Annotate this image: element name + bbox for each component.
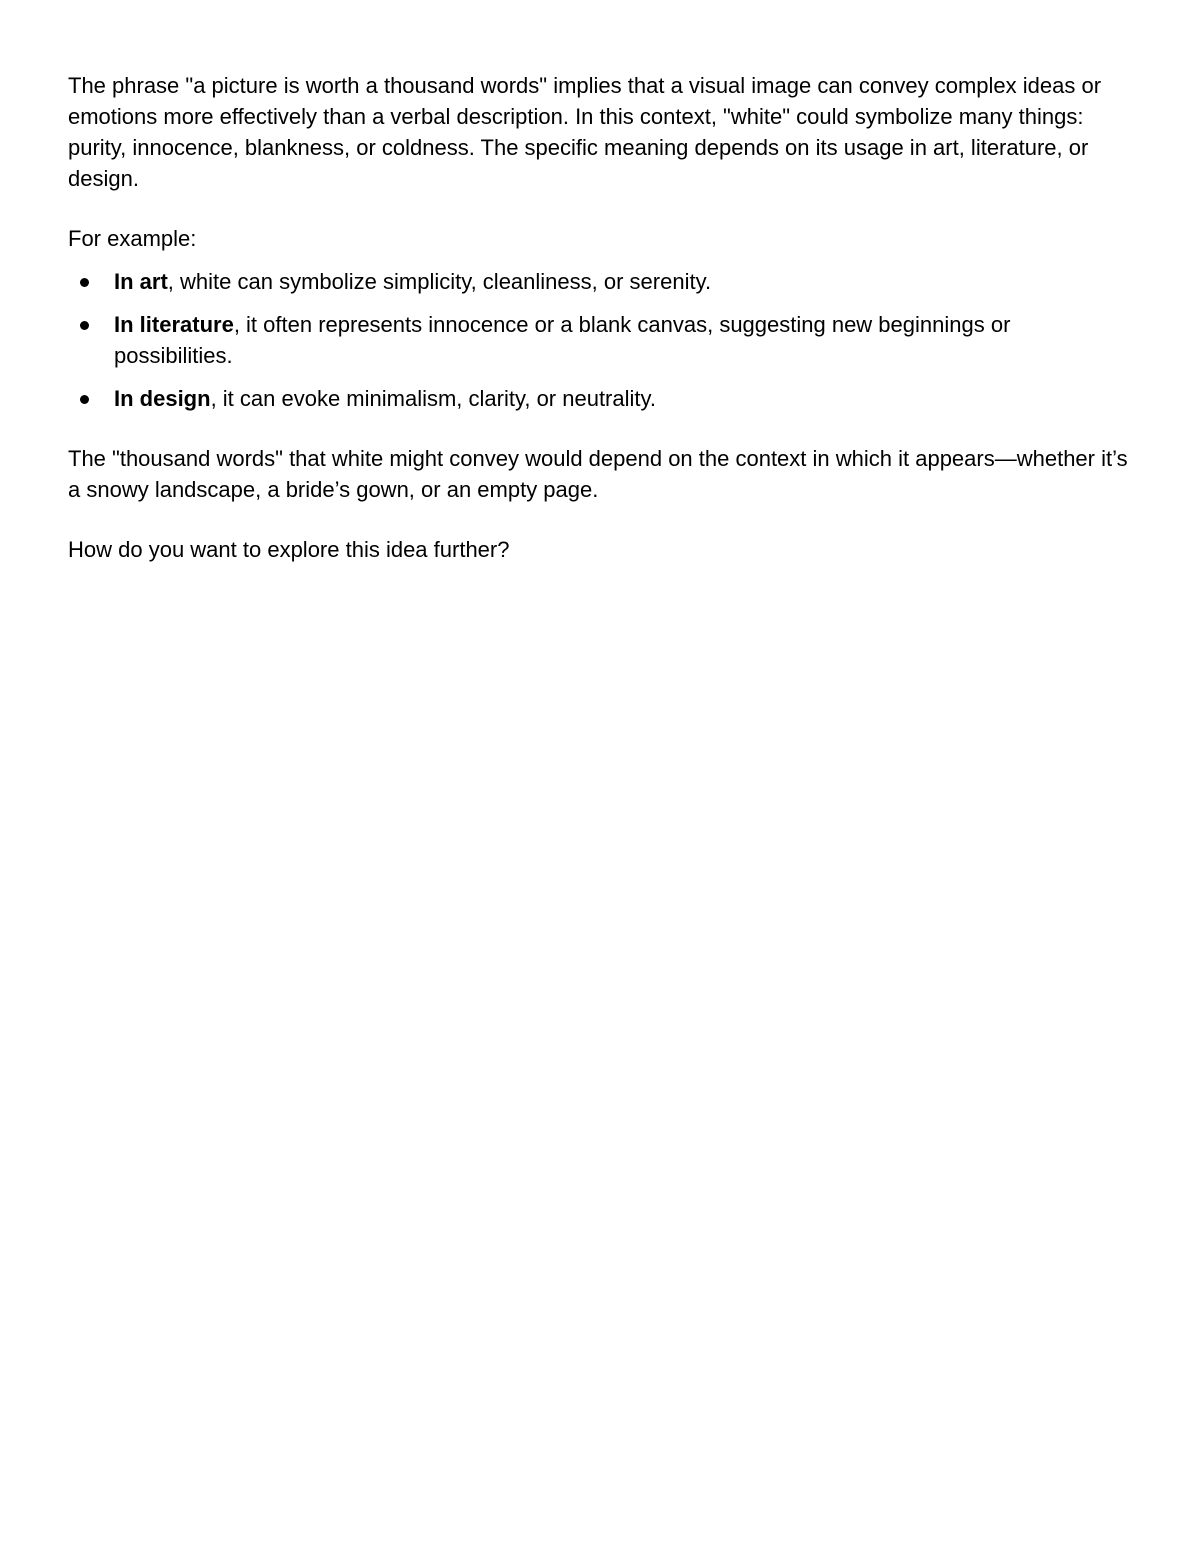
list-item bbox=[68, 383, 1132, 414]
intro-paragraph: The phrase "a picture is worth a thousand words" implies that a visual image can convey complex ideas or emotions more effectively than a verbal description. In this context, "white" could symbolize many things: purity, innocence, blankness, or coldness. The specific meaning depends on its usage in art, literature, or design. bbox=[68, 73, 1102, 191]
item-term: In art bbox=[114, 269, 168, 294]
conclusion-paragraph: The "thousand words" that white might convey would depend on the context in which it appears—whether it’s a snowy landscape, a bride’s gown, or an empty page. bbox=[68, 446, 1128, 502]
closing-question: How do you want to explore this idea further? bbox=[68, 537, 510, 562]
item-text: , it often represents innocence or a blank canvas, suggesting new beginnings or possibilities. bbox=[114, 312, 1011, 368]
list-item bbox=[68, 309, 1132, 371]
example-lead: For example: bbox=[68, 226, 197, 251]
item-text: , it can evoke minimalism, clarity, or neutrality. bbox=[210, 386, 656, 411]
item-text: , white can symbolize simplicity, cleanliness, or serenity. bbox=[167, 269, 712, 294]
examples-list bbox=[68, 266, 1132, 414]
bullet-icon bbox=[80, 321, 89, 330]
bullet-icon bbox=[80, 278, 89, 287]
bullet-icon bbox=[80, 395, 89, 404]
document-page bbox=[68, 70, 1132, 594]
item-term: In design bbox=[114, 386, 211, 411]
list-item bbox=[68, 266, 1132, 297]
item-term: In literature bbox=[114, 312, 234, 337]
